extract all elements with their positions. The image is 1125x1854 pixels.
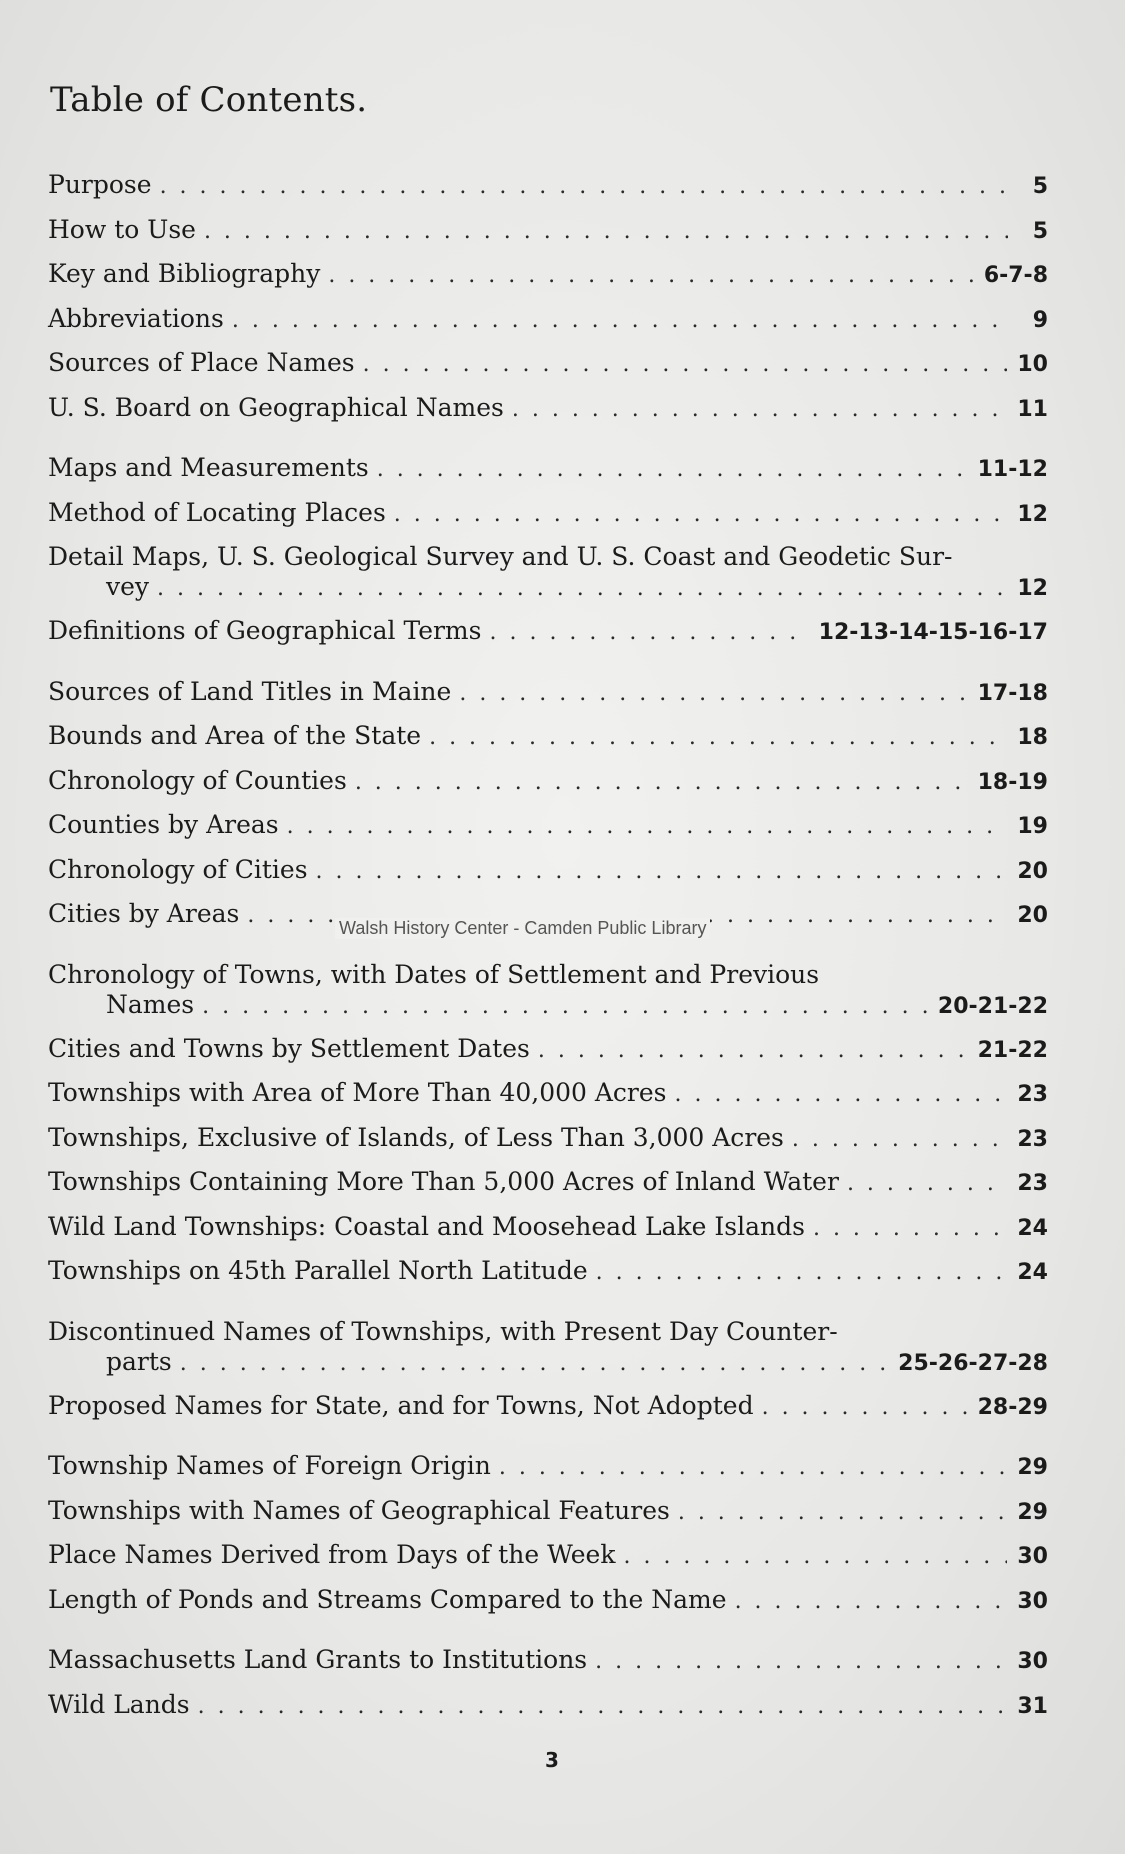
toc-entry — [48, 810, 1048, 855]
toc-entry — [48, 616, 1048, 661]
toc-entry-label: Townships Containing More Than 5,000 Acres of Inland Water — [48, 1167, 839, 1196]
toc-entry-page: 30 — [1017, 1649, 1048, 1674]
toc-entry-page: 12-13-14-15-16-17 — [818, 620, 1048, 645]
toc-entry-page: 28-29 — [977, 1394, 1048, 1420]
toc-entry-page: 24 — [1017, 1215, 1048, 1241]
toc-entry-label: Sources of Place Names — [48, 348, 355, 377]
dot-leader — [847, 1169, 1007, 1199]
toc-entry-page: 20 — [1017, 858, 1048, 884]
toc-entry — [48, 677, 1048, 722]
toc-entry-page: 23 — [1017, 1126, 1048, 1152]
toc-entry — [48, 1317, 1048, 1391]
toc-entry-label: Maps and Measurements — [48, 453, 369, 482]
toc-entry-label: Townships, Exclusive of Islands, of Less Than 3,000 Acres — [48, 1122, 784, 1152]
toc-entry-page: 17-18 — [977, 680, 1048, 706]
dot-leader — [363, 350, 1008, 380]
toc-entry-page: 19 — [1017, 814, 1048, 839]
toc-entry-page: 24 — [1017, 1260, 1048, 1285]
toc-entry — [48, 453, 1048, 498]
toc-entry-label: Massachusetts Land Grants to Institutions — [48, 1645, 588, 1674]
toc-entry-label: Place Names Derived from Days of the Week — [48, 1540, 616, 1569]
dot-leader — [287, 812, 1008, 842]
dot-leader — [623, 1542, 1007, 1572]
toc-entry — [48, 1078, 1048, 1123]
toc-entry-label: Definitions of Geographical Terms — [48, 616, 482, 645]
table-of-contents — [48, 170, 1048, 1734]
dot-leader — [762, 1393, 968, 1423]
toc-entry-label: Proposed Names for State, and for Towns, Not Adopted — [48, 1390, 754, 1420]
toc-entry — [48, 1496, 1048, 1541]
toc-entry-page: 23 — [1017, 1082, 1048, 1107]
toc-entry — [48, 1451, 1048, 1496]
dot-leader — [792, 1125, 1007, 1155]
dot-leader — [316, 857, 1008, 887]
page-number: 3 — [545, 1748, 559, 1772]
dot-leader — [735, 1587, 1008, 1617]
toc-entry-page: 23 — [1017, 1171, 1048, 1196]
toc-entry-label: Townships with Area of More Than 40,000 Acres — [48, 1078, 667, 1107]
toc-entry-label: Cities by Areas — [48, 899, 240, 928]
toc-entry-page: 30 — [1017, 1588, 1048, 1614]
toc-entry — [48, 393, 1048, 438]
toc-entry-page: 11-12 — [977, 457, 1048, 482]
dot-leader — [538, 1036, 968, 1066]
toc-entry-page: 21-22 — [977, 1037, 1048, 1063]
toc-entry-continuation: vey — [106, 572, 150, 601]
dot-leader — [499, 1453, 1008, 1483]
dot-leader — [429, 723, 1007, 753]
toc-entry-page: 20 — [1017, 903, 1048, 928]
toc-entry-continuation: parts — [106, 1346, 172, 1376]
dot-leader — [377, 455, 968, 485]
toc-entry-label: Key and Bibliography — [48, 259, 321, 288]
toc-entry — [48, 960, 1048, 1034]
toc-entry-label: Township Names of Foreign Origin — [48, 1451, 491, 1480]
toc-entry-label: Townships with Names of Geographical Features — [48, 1495, 670, 1525]
toc-entry-page: 10 — [1017, 352, 1048, 377]
toc-entry — [48, 259, 1048, 304]
toc-entry-label: Cities and Towns by Settlement Dates — [48, 1033, 530, 1063]
toc-entry — [48, 1123, 1048, 1168]
toc-entry-label: Wild Lands — [48, 1689, 190, 1719]
toc-entry — [48, 1585, 1048, 1630]
toc-entry — [48, 1391, 1048, 1436]
toc-entry-label: Purpose — [48, 170, 152, 199]
toc-entry-page: 29 — [1017, 1499, 1048, 1525]
toc-entry — [48, 542, 1048, 616]
toc-entry — [48, 1645, 1048, 1690]
toc-entry-label: Sources of Land Titles in Maine — [48, 676, 452, 706]
toc-entry — [48, 348, 1048, 393]
toc-entry-page: 20-21-22 — [937, 993, 1048, 1019]
toc-entry-page: 30 — [1017, 1544, 1048, 1569]
toc-entry-label: Detail Maps, U. S. Geological Survey and U. S. Coast and Geodetic Sur- — [48, 542, 953, 571]
dot-leader — [595, 1647, 1007, 1677]
toc-entry-label: Bounds and Area of the State — [48, 721, 422, 750]
dot-leader — [180, 1349, 888, 1379]
dot-leader — [394, 500, 1008, 530]
toc-entry-continuation: Names — [106, 989, 195, 1019]
dot-leader — [813, 1214, 1007, 1244]
toc-entry — [48, 855, 1048, 900]
dot-leader — [489, 618, 808, 648]
toc-entry-page: 9 — [1032, 307, 1048, 333]
toc-entry — [48, 1540, 1048, 1585]
toc-entry — [48, 766, 1048, 811]
toc-entry-label: U. S. Board on Geographical Names — [48, 392, 504, 422]
archive-watermark: Walsh History Center - Camden Public Library — [335, 918, 710, 939]
toc-entry — [48, 304, 1048, 349]
toc-entry — [48, 215, 1048, 260]
dot-leader — [512, 395, 1008, 425]
toc-entry-page: 25-26-27-28 — [898, 1350, 1048, 1376]
toc-entry-label: Length of Ponds and Streams Compared to the Name — [48, 1584, 727, 1614]
toc-entry-label: Discontinued Names of Townships, with Present Day Counter- — [48, 1316, 838, 1346]
toc-entry-label: Wild Land Townships: Coastal and Moosehead Lake Islands — [48, 1211, 805, 1241]
dot-leader — [459, 679, 967, 709]
page-title: Table of Contents. — [50, 80, 368, 120]
toc-entry-page: 5 — [1032, 174, 1048, 199]
toc-entry-label: Method of Locating Places — [48, 497, 386, 527]
toc-entry-label: Counties by Areas — [48, 810, 279, 839]
toc-entry — [48, 1167, 1048, 1212]
dot-leader — [204, 217, 1008, 247]
dot-leader — [160, 172, 1008, 202]
dot-leader — [157, 574, 1007, 604]
toc-entry-label: Chronology of Counties — [48, 765, 347, 795]
toc-entry-label: Chronology of Cities — [48, 854, 308, 884]
toc-entry-page: 5 — [1032, 218, 1048, 244]
toc-entry — [48, 1256, 1048, 1301]
toc-entry-page: 31 — [1017, 1693, 1048, 1719]
dot-leader — [198, 1692, 1008, 1722]
toc-entry-page: 18-19 — [977, 769, 1048, 795]
dot-leader — [678, 1498, 1008, 1528]
dot-leader — [328, 261, 973, 291]
dot-leader — [596, 1258, 1008, 1288]
toc-entry-page: 6-7-8 — [983, 263, 1048, 288]
toc-entry — [48, 1034, 1048, 1079]
toc-entry-page: 12 — [1017, 576, 1048, 601]
dot-leader — [675, 1080, 1008, 1110]
toc-entry-label: How to Use — [48, 214, 196, 244]
toc-entry-page: 29 — [1017, 1455, 1048, 1480]
toc-entry — [48, 1212, 1048, 1257]
toc-entry-label: Chronology of Towns, with Dates of Settlement and Previous — [48, 959, 820, 989]
toc-entry-label: Abbreviations — [48, 303, 224, 333]
toc-entry-label: Townships on 45th Parallel North Latitude — [48, 1256, 588, 1285]
toc-entry-page: 12 — [1017, 501, 1048, 527]
toc-entry — [48, 1690, 1048, 1735]
dot-leader — [232, 306, 1008, 336]
toc-entry — [48, 170, 1048, 215]
dot-leader — [355, 768, 968, 798]
toc-entry-page: 18 — [1017, 725, 1048, 750]
toc-entry — [48, 498, 1048, 543]
dot-leader — [202, 992, 928, 1022]
toc-entry-page: 11 — [1017, 396, 1048, 422]
toc-entry — [48, 721, 1048, 766]
